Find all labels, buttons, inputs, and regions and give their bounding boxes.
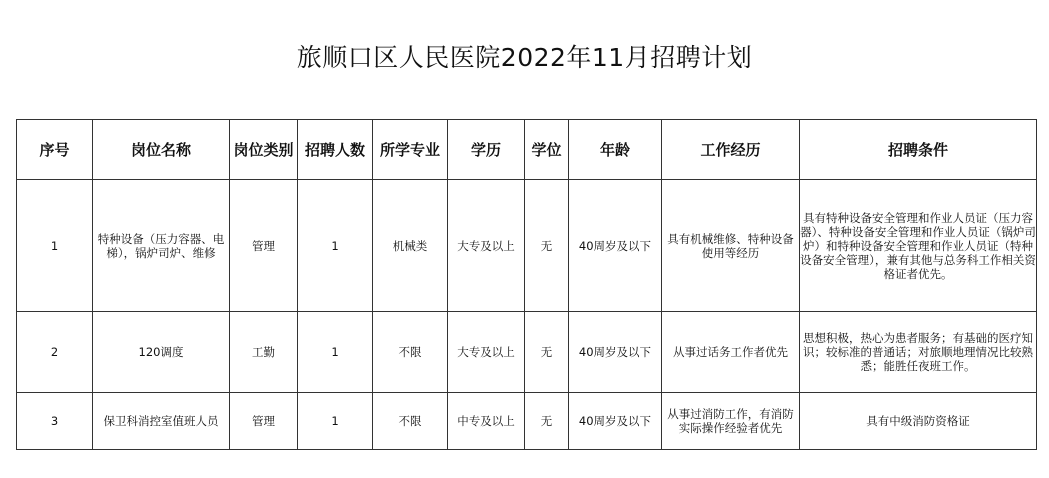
cell-education: 大专及以上 — [448, 312, 525, 393]
cell-position: 120调度 — [93, 312, 230, 393]
header-seq: 序号 — [17, 120, 93, 180]
cell-category: 管理 — [230, 393, 298, 450]
cell-seq: 1 — [17, 180, 93, 312]
cell-degree: 无 — [525, 180, 569, 312]
header-category: 岗位类别 — [230, 120, 298, 180]
cell-education: 中专及以上 — [448, 393, 525, 450]
table-row — [17, 393, 1037, 450]
header-experience: 工作经历 — [662, 120, 800, 180]
cell-conditions: 思想积极，热心为患者服务；有基础的医疗知识；较标准的普通话；对旅顺地理情况比较熟悉；能胜任夜班工作。 — [800, 312, 1037, 393]
cell-category: 管理 — [230, 180, 298, 312]
cell-age: 40周岁及以下 — [569, 393, 662, 450]
cell-major: 不限 — [373, 393, 448, 450]
cell-major: 不限 — [373, 312, 448, 393]
cell-conditions: 具有中级消防资格证 — [800, 393, 1037, 450]
cell-category: 工勤 — [230, 312, 298, 393]
cell-conditions: 具有特种设备安全管理和作业人员证（压力容器）、特种设备安全管理和作业人员证（锅炉司炉）和特种设备安全管理和作业人员证（特种设备安全管理），兼有其他与总务科工作相关资格证者优先。 — [800, 180, 1037, 312]
cell-age: 40周岁及以下 — [569, 180, 662, 312]
recruitment-plan-table — [16, 119, 1037, 450]
cell-count: 1 — [298, 180, 373, 312]
header-position: 岗位名称 — [93, 120, 230, 180]
cell-position: 特种设备（压力容器、电梯），锅炉司炉、维修 — [93, 180, 230, 312]
cell-degree: 无 — [525, 393, 569, 450]
header-conditions: 招聘条件 — [800, 120, 1037, 180]
header-education: 学历 — [448, 120, 525, 180]
cell-position: 保卫科消控室值班人员 — [93, 393, 230, 450]
table-row — [17, 312, 1037, 393]
cell-count: 1 — [298, 393, 373, 450]
table-header-row — [17, 120, 1037, 180]
cell-count: 1 — [298, 312, 373, 393]
table-row — [17, 180, 1037, 312]
cell-experience: 从事过消防工作，有消防实际操作经验者优先 — [662, 393, 800, 450]
header-major: 所学专业 — [373, 120, 448, 180]
cell-major: 机械类 — [373, 180, 448, 312]
cell-age: 40周岁及以下 — [569, 312, 662, 393]
cell-experience: 从事过话务工作者优先 — [662, 312, 800, 393]
header-degree: 学位 — [525, 120, 569, 180]
cell-seq: 2 — [17, 312, 93, 393]
document-title: 旅顺口区人民医院2022年11月招聘计划 — [296, 43, 753, 72]
cell-experience: 具有机械维修、特种设备使用等经历 — [662, 180, 800, 312]
cell-education: 大专及以上 — [448, 180, 525, 312]
cell-degree: 无 — [525, 312, 569, 393]
cell-seq: 3 — [17, 393, 93, 450]
header-age: 年龄 — [569, 120, 662, 180]
header-count: 招聘人数 — [298, 120, 373, 180]
